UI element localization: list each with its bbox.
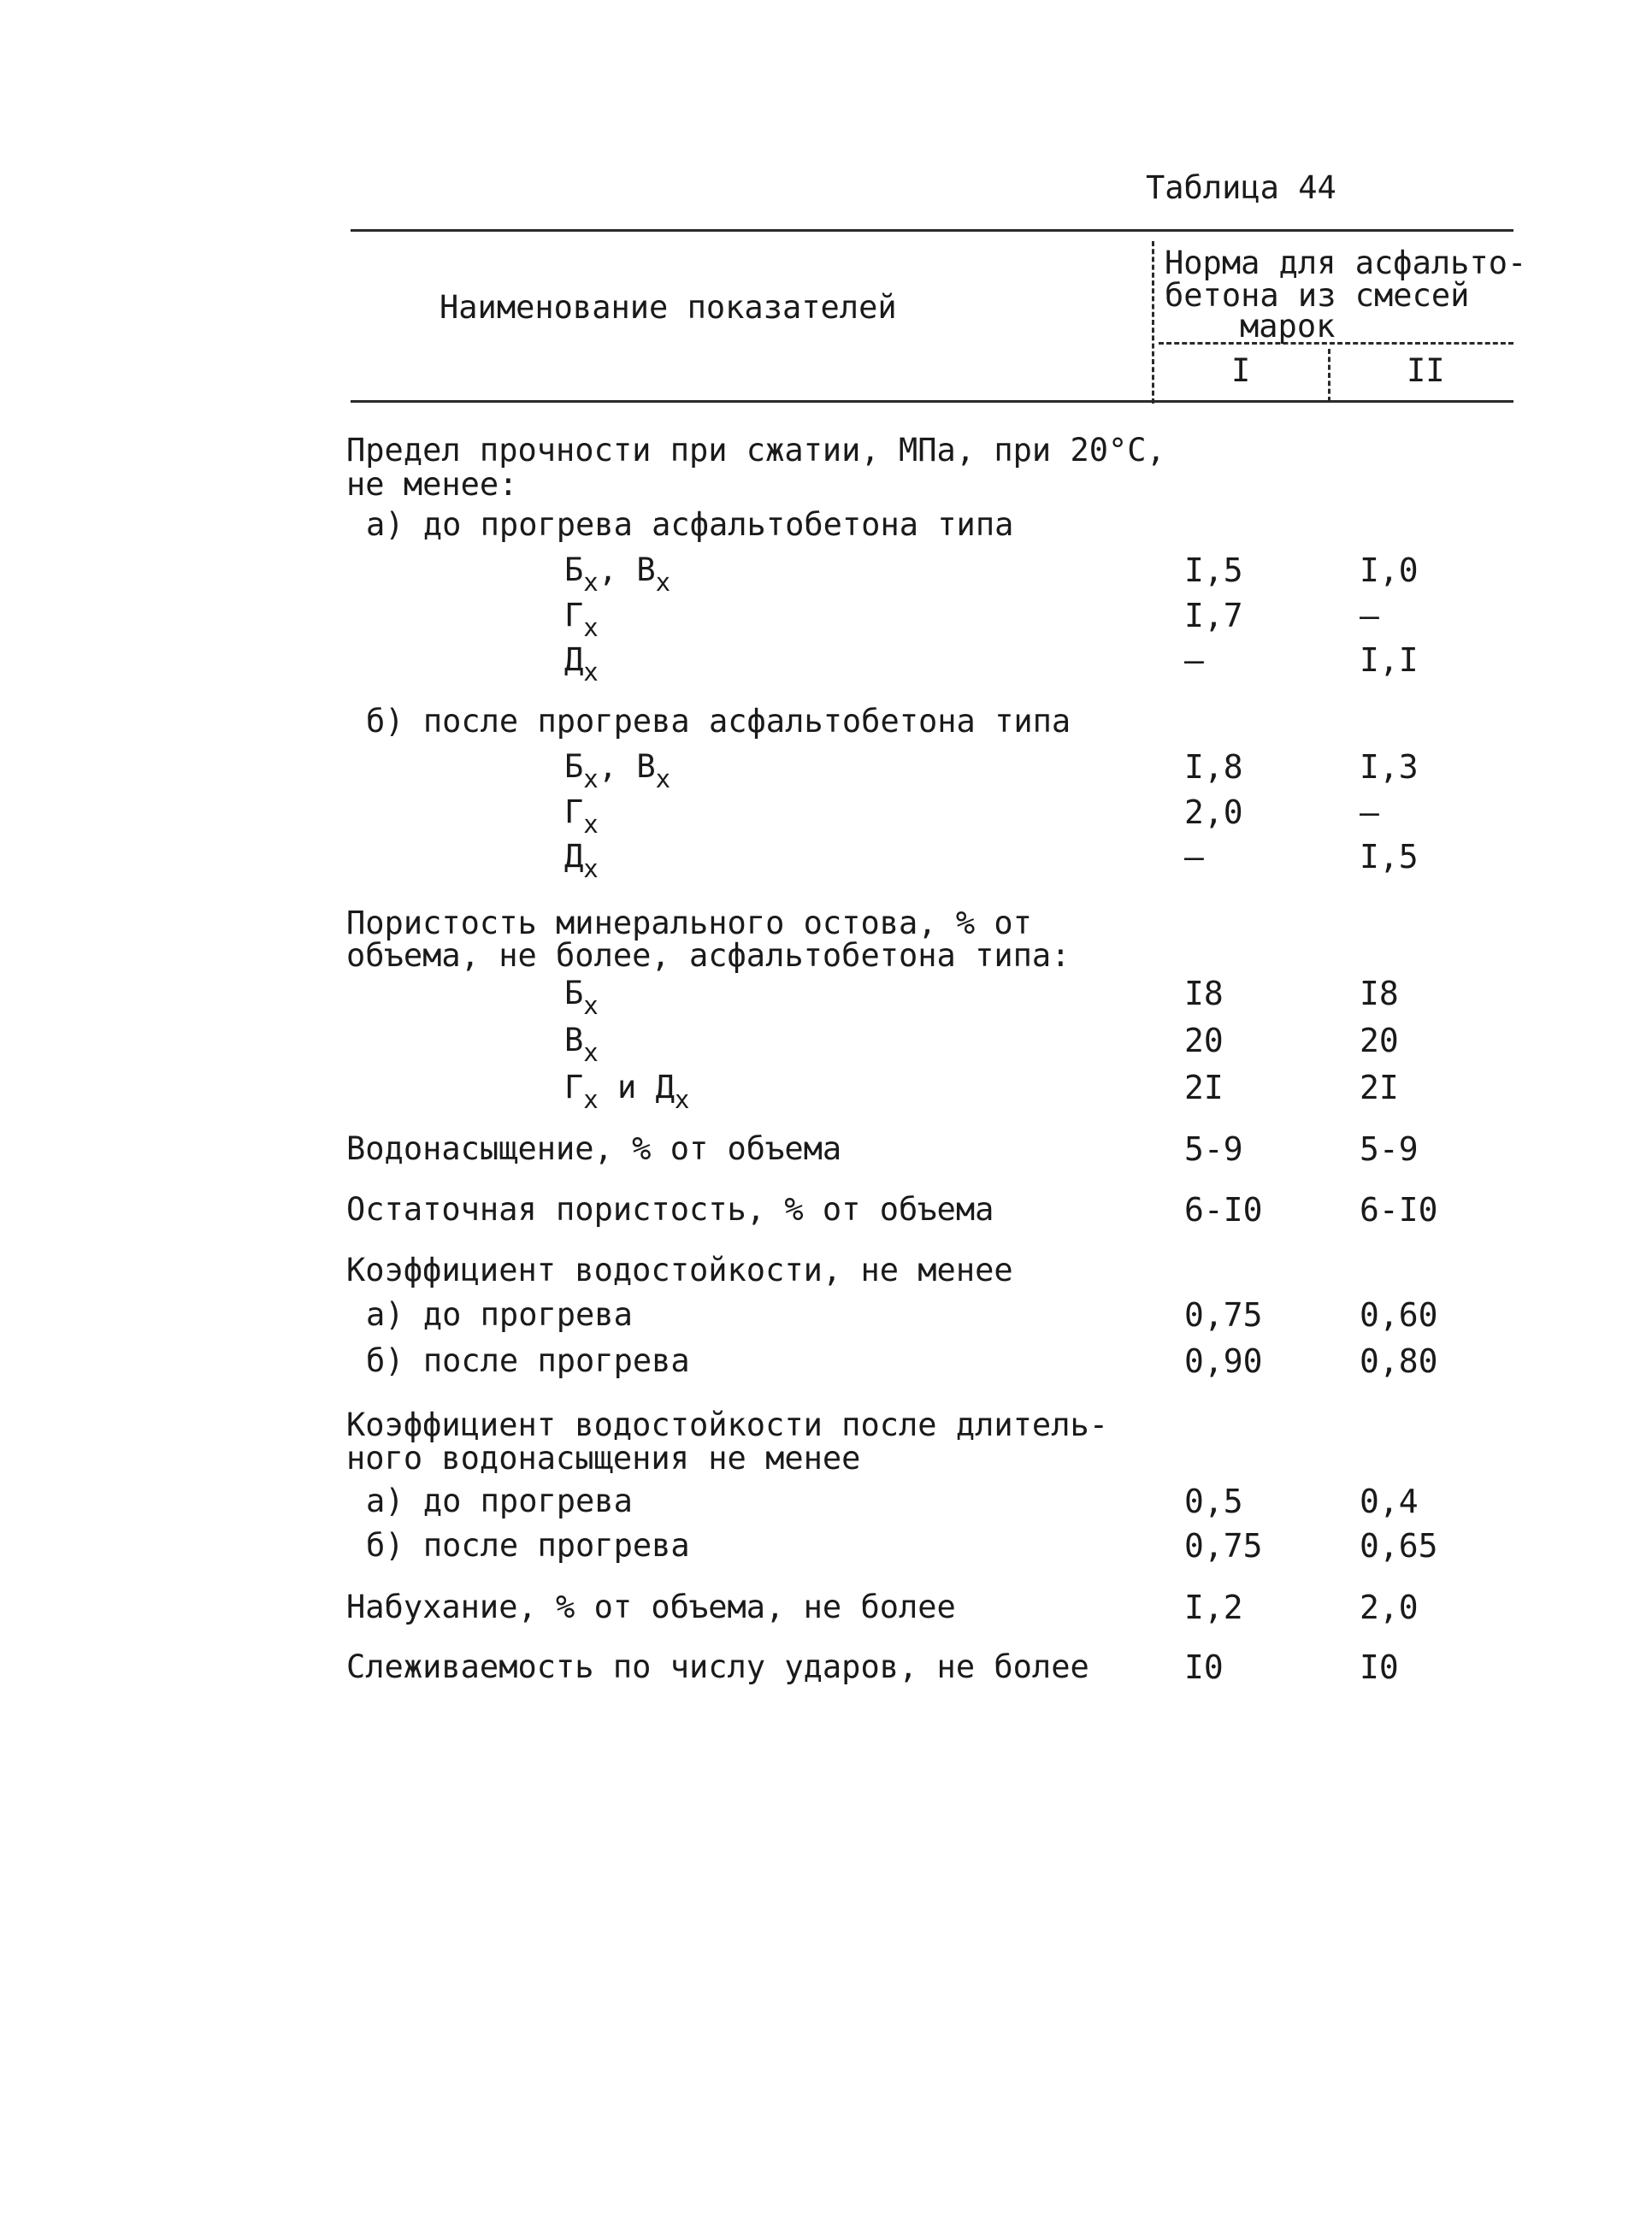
row-label-residual-por: Остаточная пористость, % от объема <box>346 1191 994 1228</box>
type-subscript: х <box>655 568 671 597</box>
row-label-lwr-b: б) после прогрева <box>366 1527 690 1564</box>
column-header-name: Наименование показателей <box>440 289 897 326</box>
type-subscript: х <box>583 991 599 1020</box>
value-grade-1: 5-9 <box>1184 1130 1243 1168</box>
type-subscript: х <box>583 764 599 793</box>
table-title: Таблица 44 <box>1146 169 1336 206</box>
row-label-water-res-title: Коэффициент водостойкости, не менее <box>346 1252 1013 1288</box>
type-letter: В <box>636 748 656 785</box>
row-label-bv-2 <box>564 748 670 798</box>
value-grade-2: I,5 <box>1360 838 1419 876</box>
value-grade-1: I8 <box>1184 975 1224 1012</box>
value-grade-2: 2,0 <box>1360 1589 1419 1626</box>
value-grade-1: 0,75 <box>1184 1296 1263 1334</box>
column-header-norm-line3: марок <box>1240 308 1336 345</box>
row-label-d-2 <box>564 838 599 887</box>
type-letter: Б <box>564 975 584 1011</box>
type-letter: Б <box>564 748 584 785</box>
type-separator: , <box>598 551 637 588</box>
value-grade-2: 0,80 <box>1360 1342 1438 1380</box>
type-letter: Д <box>655 1069 675 1106</box>
type-separator: , <box>598 748 637 785</box>
type-subscript: х <box>583 1038 599 1067</box>
column-subheader-1: I <box>1231 352 1251 389</box>
row-label-lwr-a: а) до прогрева <box>366 1483 633 1519</box>
value-grade-2: 0,4 <box>1360 1483 1419 1520</box>
value-grade-1: I,8 <box>1184 748 1243 786</box>
header-divider <box>1152 241 1154 404</box>
type-subscript: х <box>674 1085 690 1114</box>
column-subheader-2: II <box>1407 352 1445 389</box>
value-grade-2: – <box>1360 597 1379 634</box>
row-label-after-heat-title: б) после прогрева асфальтобетона типа <box>366 703 1071 740</box>
value-grade-1: – <box>1184 838 1204 876</box>
row-label-p-gd <box>564 1069 689 1118</box>
header-bottom-rule <box>351 400 1513 403</box>
row-label-caking: Слеживаемость по числу ударов, не более <box>346 1648 1089 1685</box>
type-subscript: х <box>583 1085 599 1114</box>
type-subscript: х <box>583 810 599 839</box>
header-sub-divider <box>1328 349 1330 402</box>
type-letter: Д <box>564 838 584 875</box>
value-grade-2: I8 <box>1360 975 1399 1012</box>
header-sub-rule <box>1159 342 1513 345</box>
value-grade-2: I,I <box>1360 641 1419 679</box>
type-letter: Г <box>564 597 584 634</box>
value-grade-1: 2,0 <box>1184 793 1243 831</box>
value-grade-1: 0,75 <box>1184 1527 1263 1565</box>
value-grade-1: 0,90 <box>1184 1342 1263 1380</box>
value-grade-2: 0,60 <box>1360 1296 1438 1334</box>
value-grade-1: – <box>1184 641 1204 679</box>
value-grade-2: 5-9 <box>1360 1130 1419 1168</box>
value-grade-2: 6-I0 <box>1360 1191 1438 1229</box>
row-label-strength-title-1: Предел прочности при сжатии, МПа, при 20°С, <box>346 432 1165 469</box>
row-label-p-v <box>564 1022 599 1071</box>
value-grade-2: 0,65 <box>1360 1527 1438 1565</box>
header-top-rule <box>351 229 1513 232</box>
row-label-wr-a: а) до прогрева <box>366 1296 633 1333</box>
type-letter: В <box>564 1022 584 1058</box>
type-subscript: х <box>583 854 599 883</box>
type-letter: Б <box>564 551 584 588</box>
row-label-before-heat-title: а) до прогрева асфальтобетона типа <box>366 506 1014 543</box>
value-grade-1: 6-I0 <box>1184 1191 1263 1229</box>
row-label-bv-1 <box>564 551 670 601</box>
value-grade-1: 20 <box>1184 1022 1224 1059</box>
row-label-g-2 <box>564 793 599 843</box>
value-grade-1: I0 <box>1184 1648 1224 1686</box>
type-letter: Г <box>564 793 584 830</box>
row-label-long-wr-title-1: Коэффициент водостойкости после длитель- <box>346 1406 1109 1443</box>
row-label-porosity-title-2: объема, не более, асфальтобетона типа: <box>346 937 1071 974</box>
row-label-water-sat: Водонасыщение, % от объема <box>346 1130 842 1167</box>
column-header-norm-line1: Норма для асфальто- <box>1165 245 1527 281</box>
type-separator: и <box>598 1069 656 1106</box>
value-grade-1: I,7 <box>1184 597 1243 634</box>
value-grade-1: I,2 <box>1184 1589 1243 1626</box>
row-label-wr-b: б) после прогрева <box>366 1342 690 1379</box>
column-header-norm-line2: бетона из смесей <box>1165 277 1470 314</box>
value-grade-2: I0 <box>1360 1648 1399 1686</box>
row-label-p-b <box>564 975 599 1024</box>
value-grade-1: 0,5 <box>1184 1483 1243 1520</box>
value-grade-2: 20 <box>1360 1022 1399 1059</box>
row-label-swelling: Набухание, % от объема, не более <box>346 1589 956 1625</box>
value-grade-2: I,3 <box>1360 748 1419 786</box>
value-grade-2: – <box>1360 793 1379 831</box>
row-label-g-1 <box>564 597 599 646</box>
value-grade-2: 2I <box>1360 1069 1399 1106</box>
row-label-strength-title-2: не менее: <box>346 466 518 503</box>
value-grade-2: I,0 <box>1360 551 1419 589</box>
type-subscript: х <box>583 613 599 642</box>
row-label-long-wr-title-2: ного водонасыщения не менее <box>346 1440 861 1477</box>
row-label-porosity-title-1: Пористость минерального остова, % от <box>346 905 1032 941</box>
value-grade-1: 2I <box>1184 1069 1224 1106</box>
type-subscript: х <box>655 764 671 793</box>
row-label-d-1 <box>564 641 599 691</box>
type-subscript: х <box>583 568 599 597</box>
type-letter: В <box>636 551 656 588</box>
type-letter: Г <box>564 1069 584 1106</box>
type-subscript: х <box>583 657 599 687</box>
value-grade-1: I,5 <box>1184 551 1243 589</box>
type-letter: Д <box>564 641 584 678</box>
